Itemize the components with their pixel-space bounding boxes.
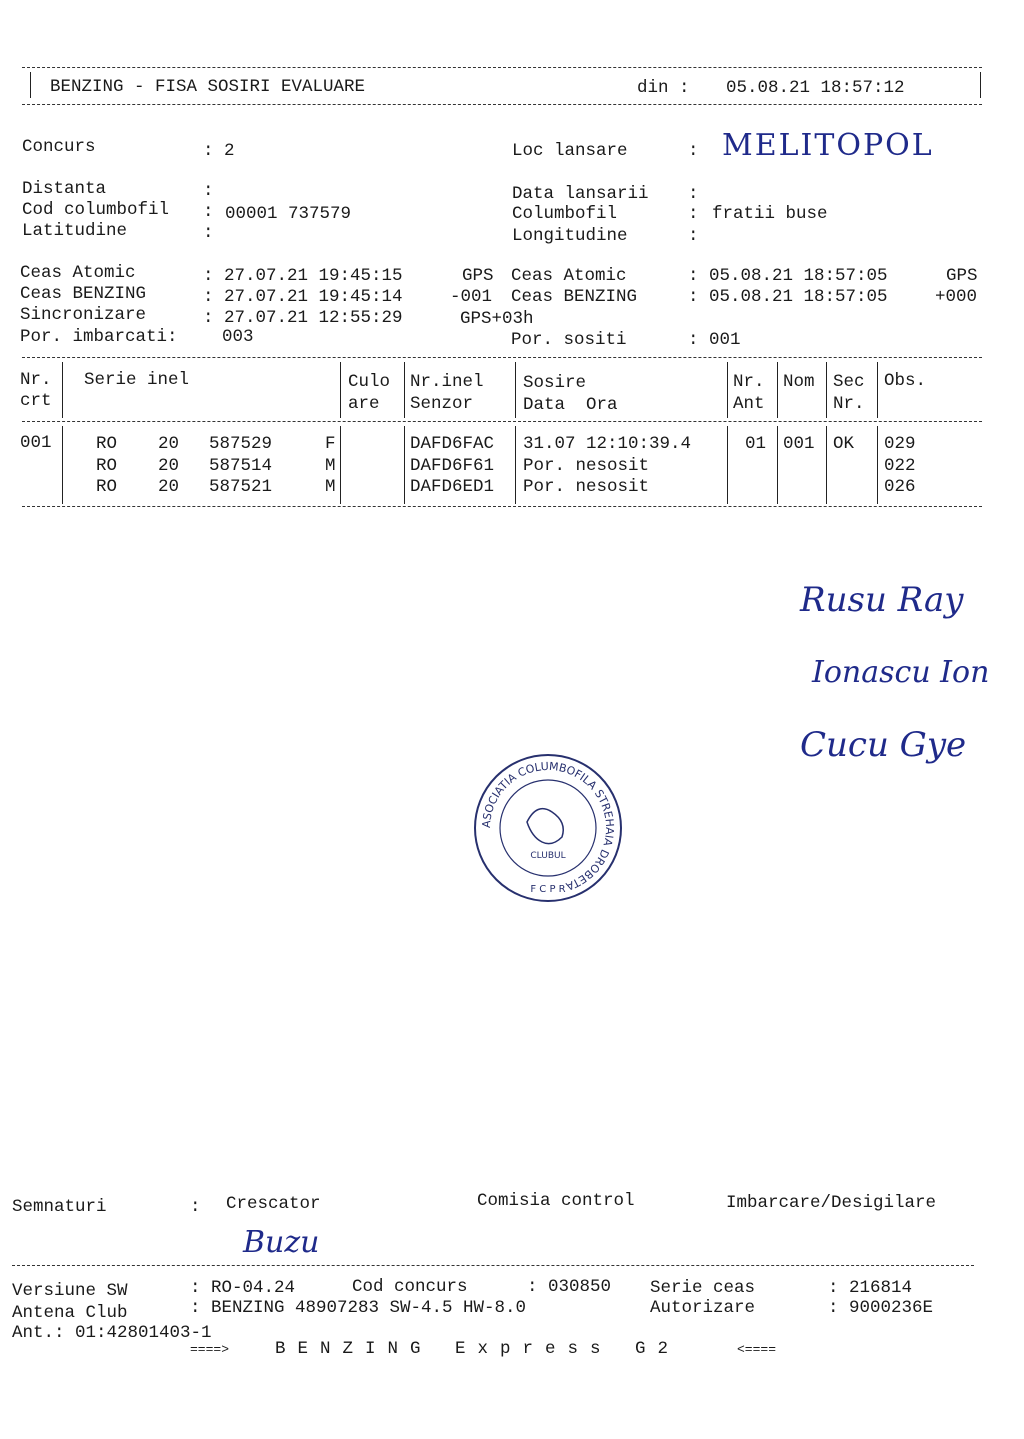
cell-country: RO	[96, 455, 118, 476]
clock-value: : 05.08.21 18:57:05	[688, 266, 888, 286]
cell-obs: 026	[884, 477, 916, 497]
distanta-label: Distanta	[22, 179, 107, 199]
cell-obs: 029	[884, 434, 916, 454]
table-column-divider	[515, 426, 516, 504]
table-column-divider	[727, 362, 728, 418]
semnaturi-label: Semnaturi	[12, 1197, 107, 1217]
col-header-nr: Nr.	[20, 370, 52, 390]
table-column-divider	[515, 362, 516, 418]
svg-text:F C P R: F C P R	[530, 884, 566, 895]
por-sositi-value: : 001	[688, 330, 741, 350]
cell-ant: 01	[745, 434, 767, 454]
cell-sex: F	[325, 434, 336, 454]
table-column-divider	[877, 362, 878, 418]
cell-arrival: 31.07 12:10:39.4	[523, 434, 692, 454]
col-header-sosire: Data Ora	[523, 395, 618, 415]
cell-arrival: Por. nesosit	[523, 455, 650, 476]
serie-ceas-label: Serie ceas	[650, 1278, 756, 1298]
table-top-rule	[22, 357, 982, 358]
colon: :	[203, 223, 214, 243]
antenna-id: Ant.: 01:42801403-1	[12, 1323, 212, 1343]
clock-suffix: GPS	[946, 266, 978, 286]
imbarcare-label: Imbarcare/Desigilare	[726, 1193, 937, 1213]
arrow-left: ====>	[190, 1342, 230, 1357]
cell-ring: 587514	[209, 455, 273, 476]
table-column-divider	[340, 362, 341, 418]
nr-crt: 001	[20, 433, 52, 453]
autorizare-label: Autorizare	[650, 1298, 756, 1318]
antena-value: : BENZING 48907283 SW-4.5 HW-8.0	[190, 1298, 527, 1318]
clock-value: : 27.07.21 19:45:15	[203, 266, 403, 286]
latitudine-label: Latitudine	[22, 221, 128, 241]
versiune-value: : RO-04.24	[190, 1278, 296, 1298]
table-column-divider	[404, 426, 405, 504]
crescator-label: Crescator	[226, 1194, 321, 1214]
colon: :	[688, 184, 699, 204]
por-imbarcati-value: 003	[222, 327, 254, 347]
clock-label: Sincronizare	[20, 305, 147, 325]
clock-label: Ceas BENZING	[511, 287, 638, 307]
col-header-nom: Nom	[783, 372, 815, 392]
table-column-divider	[877, 426, 878, 504]
col-header-senzor: Nr.inel	[410, 372, 484, 392]
serie-ceas-value: : 216814	[828, 1278, 913, 1298]
clock-label: Ceas Atomic	[511, 266, 627, 286]
columbofil-label: Columbofil	[512, 204, 618, 224]
por-sositi-label: Por. sositi	[511, 330, 627, 350]
clock-value: : 27.07.21 19:45:14	[203, 287, 403, 307]
cell-obs: 022	[884, 455, 916, 476]
clock-suffix: GPS+03h	[460, 309, 534, 329]
col-header-obs: Obs.	[884, 371, 927, 391]
cell-ring: 587529	[209, 434, 273, 454]
table-column-divider	[826, 426, 827, 504]
clock-suffix: GPS	[462, 266, 494, 286]
svg-text:CLUBUL: CLUBUL	[530, 851, 566, 861]
table-column-divider	[777, 426, 778, 504]
header-top-rule	[22, 67, 982, 68]
cod-concurs-label: Cod concurs	[352, 1277, 468, 1297]
columbofil-value: fratii buse	[712, 204, 828, 224]
colon: :	[203, 181, 214, 201]
footer-rule	[12, 1265, 974, 1266]
table-header-rule	[22, 421, 982, 422]
col-header-nr: crt	[20, 391, 52, 411]
arrow-right: <====	[737, 1342, 777, 1357]
table-bottom-rule	[22, 506, 982, 507]
svg-text:ASOCIATIA COLUMBOFILA STREHAIA: ASOCIATIA COLUMBOFILA STREHAIA DROBETA	[479, 759, 617, 893]
header-left-border	[30, 72, 31, 98]
concurs-label: Concurs	[22, 137, 96, 157]
cod-concurs-value: : 030850	[527, 1277, 612, 1297]
col-header-culoare: are	[348, 394, 380, 414]
header-right-border	[980, 72, 981, 98]
cell-sensor: DAFD6F61	[410, 455, 495, 476]
colon: :	[688, 141, 699, 161]
cell-country: RO	[96, 434, 118, 454]
cell-year: 20	[158, 434, 180, 454]
cell-sex: M	[325, 477, 336, 497]
concurs-value: : 2	[203, 141, 235, 161]
clock-suffix: +000	[935, 287, 978, 307]
colon: :	[688, 226, 699, 246]
col-header-sec: Nr.	[833, 394, 865, 414]
col-header-senzor: Senzor	[410, 394, 474, 414]
table-column-divider	[404, 362, 405, 418]
clock-suffix: -001	[450, 287, 493, 307]
cell-year: 20	[158, 477, 180, 497]
col-header-sec: Sec	[833, 372, 865, 392]
clock-value: : 05.08.21 18:57:05	[688, 287, 888, 307]
table-column-divider	[826, 362, 827, 418]
cell-sex: M	[325, 455, 336, 476]
clock-value: : 27.07.21 12:55:29	[203, 308, 403, 328]
clock-label: Ceas BENZING	[20, 284, 147, 304]
col-header-serie: Serie inel	[84, 370, 190, 390]
loc-lansare-handwritten: MELITOPOL	[722, 128, 934, 163]
col-header-ant: Ant	[733, 394, 765, 414]
report-title: BENZING - FISA SOSIRI EVALUARE	[50, 77, 366, 97]
cell-sensor: DAFD6FAC	[410, 434, 495, 454]
colon: :	[203, 202, 214, 222]
signature-1: Rusu Ray	[800, 580, 964, 620]
versiune-label: Versiune SW	[12, 1281, 128, 1301]
loc-lansare-label: Loc lansare	[512, 141, 628, 161]
table-column-divider	[727, 426, 728, 504]
brand-line: BENZING Express G2	[275, 1339, 681, 1359]
table-column-divider	[340, 426, 341, 504]
comisia-label: Comisia control	[477, 1191, 635, 1211]
antena-label: Antena Club	[12, 1303, 128, 1323]
cell-nom: 001	[783, 434, 815, 454]
cell-arrival: Por. nesosit	[523, 477, 650, 497]
cell-sec: OK	[833, 434, 855, 454]
table-column-divider	[62, 362, 63, 418]
autorizare-value: : 9000236E	[828, 1298, 934, 1318]
cod-columbofil-label: Cod columbofil	[22, 200, 170, 220]
clock-label: Ceas Atomic	[20, 263, 136, 283]
crescator-signature: Buzu	[243, 1225, 320, 1260]
cell-year: 20	[158, 455, 180, 476]
club-stamp	[472, 752, 624, 904]
table-column-divider	[62, 426, 63, 504]
col-header-sosire: Sosire	[523, 373, 587, 393]
col-header-ant: Nr.	[733, 372, 765, 392]
signature-3: Cucu Gye	[800, 725, 967, 765]
longitudine-label: Longitudine	[512, 226, 628, 246]
cod-columbofil-value: 00001 737579	[225, 204, 352, 224]
data-lansarii-label: Data lansarii	[512, 184, 649, 204]
colon: :	[190, 1197, 201, 1217]
cell-country: RO	[96, 477, 118, 497]
signature-2: Ionascu Ion	[812, 655, 990, 690]
por-imbarcati-label: Por. imbarcati:	[20, 327, 178, 347]
cell-ring: 587521	[209, 477, 273, 497]
report-datetime: 05.08.21 18:57:12	[726, 78, 905, 98]
date-label: din :	[637, 78, 690, 98]
col-header-culoare: Culo	[348, 372, 391, 392]
colon: :	[688, 204, 699, 224]
cell-sensor: DAFD6ED1	[410, 477, 495, 497]
table-column-divider	[777, 362, 778, 418]
header-bottom-rule	[22, 104, 982, 105]
